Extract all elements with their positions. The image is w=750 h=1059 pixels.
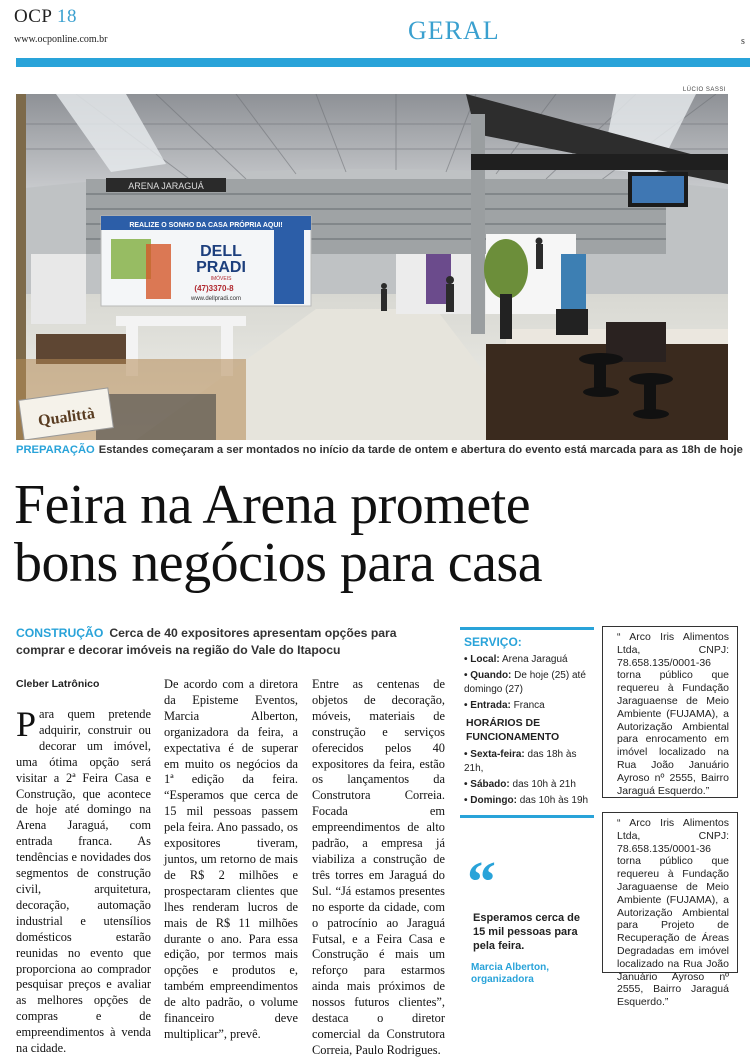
pull-quote-author: Marcia Alberton, organizadora [471, 962, 549, 985]
article-column-1-text: ara quem pretende adquirir, construir ou decorar um imóvel, uma ótima opção será visitar a 2ª Feira Casa e Construção, que acontece de hoje até domingo na Arena Jaraguá, com entrada franca. As tendências e novidades dos segmentos de construção civil, arquitetura, decoração, automação industrial e utensílios domésticos estarão reunidas no evento que proporciona ao comprador pesquisar preços e avaliar as melhores opções de compras e de empreendimentos à venda na cidade. [16, 707, 151, 1056]
hours-value: das 18h às 21h, [464, 749, 577, 774]
banner-phone: (47)3370-8 [194, 284, 234, 293]
page-folio [14, 6, 77, 28]
hours-item-friday [464, 748, 594, 776]
banner-slogan: REALIZE O SONHO DA CASA PRÓPRIA AQUI! [129, 222, 283, 229]
hours-label: • Sexta-feira: [464, 749, 525, 760]
byline: Cleber Latrônico [16, 678, 100, 690]
floor-sign: Qualittà [37, 405, 96, 430]
subhead-text: Cerca de 40 expositores apresentam opções para comprar e decorar imóveis na região do Vale do Itapocu [16, 626, 397, 657]
service-label: • Quando: [464, 670, 512, 681]
hours-label: • Domingo: [464, 795, 517, 806]
service-label: • Local: [464, 654, 500, 665]
edge-letter: s [741, 36, 745, 47]
photo-credit: LÚCIO SASSI [682, 87, 726, 93]
headline-line-1: Feira na Arena promete [14, 474, 531, 536]
photo-caption [16, 444, 743, 456]
service-label: • Entrada: [464, 700, 511, 711]
article-column-2: De acordo com a diretora da Episteme Eventos, Marcia Alberton, organizadora da feira, a expectativa é de superar em muito os negócios da 1ª edição da feira. “Esperamos que cerca de 15 mil pessoas passem pela feira. Ano passado, os expositores tiveram, juntos, um retorno de mais de R$ 2 milhões e prospectaram clientes que lhes renderam lucros de mais de R$ 11 milhões durante o ano. Para essa edição, por termos mais opções e produtos e, também empreendimentos de alto padrão, o volume financeiro deve multiplicar”, prevê. [164, 677, 298, 1041]
service-value: Arena Jaraguá [501, 654, 568, 665]
headline [14, 476, 744, 592]
brand-name: OCP [14, 6, 52, 27]
website-link[interactable]: www.ocponline.com.br [14, 34, 108, 45]
hours-label: • Sábado: [464, 779, 510, 790]
drop-cap: P [16, 704, 37, 744]
hours-item-sunday [464, 794, 594, 808]
service-title: SERVIÇO: [464, 635, 522, 649]
hours-value: das 10h às 19h [519, 795, 589, 806]
banner-site: www.dellpradi.com [190, 296, 242, 302]
service-value: De hoje (25) até domingo (27) [464, 670, 586, 695]
service-value: Franca [513, 700, 545, 711]
header-rule [16, 58, 750, 67]
service-item-local [464, 653, 594, 667]
hours-value: das 10h à 21h [512, 779, 576, 790]
hours-item-saturday [464, 778, 594, 792]
opening-hours-title: HORÁRIOS DE FUNCIONAMENTO [466, 717, 560, 743]
caption-kicker: PREPARAÇÃO [16, 444, 95, 456]
caption-text: Estandes começaram a ser montados no início da tarde de ontem e abertura do evento está marcada para as 18h de hoje [98, 444, 743, 456]
section-title: GERAL [408, 16, 500, 45]
article-column-1 [16, 704, 151, 1057]
quote-mark-icon: “ [467, 849, 496, 914]
article-column-3: Entre as centenas de objetos de decoração, móveis, materiais de construção e serviços oferecidos pelos 40 expositores da feira, estão os lançamentos da Construtora Correia. Focada em empreendimentos de alto padrão, a empresa já viabiliza a construção de três torres em Jaraguá do Sul. “Já estamos presentes no esporte da cidade, com o patrocínio ao Jaraguá Futsal, e a Feira Casa e Construção é mais um reforço para estarmos ainda mais próximos de nossos futuros clientes”, destaca o diretor comercial da Construtora Correia, Paulo Rodrigues. [312, 677, 445, 1057]
legal-notice-1: “ Arco Iris Alimentos Ltda, CNPJ: 78.658.135/0001-36 torna público que requereu à Fundação Jaraguaense de Meio Ambiente (FUJAMA), a Autorização Ambiental para enrocamento em imóvel localizado na Rua João Januário Ayroso nº 2555, Bairro Jaraguá Esquerdo.” [602, 626, 738, 798]
banner-brand-2: PRADI [196, 259, 246, 276]
arena-photo-illustration [16, 94, 728, 440]
headline-line-2: bons negócios para casa [14, 532, 543, 594]
banner-brand-1: DELL [200, 243, 242, 260]
service-item-entrada [464, 699, 594, 713]
arena-sign: ARENA JARAGUÁ [128, 181, 204, 191]
service-item-quando [464, 669, 594, 697]
banner-brand-3: IMÓVEIS [210, 276, 232, 282]
arena-photo [16, 94, 728, 440]
legal-notice-2: “ Arco Iris Alimentos Ltda, CNPJ: 78.658.135/0001-36 torna público que requereu à Fundação Jaraguaense de Meio Ambiente (FUJAMA), a Autorização Ambiental para Projeto de Recuperação de Áreas Degradadas em imóvel localizado na Rua João Januário Ayroso nº 2555, Bairro Jaraguá Esquerdo.” [602, 812, 738, 973]
pull-quote: Esperamos cerca de 15 mil pessoas para pela feira. [473, 912, 581, 952]
subhead-kicker: CONSTRUÇÃO [16, 626, 104, 640]
subheadline [16, 625, 446, 659]
page-number: 18 [57, 6, 78, 27]
service-box [460, 627, 594, 818]
